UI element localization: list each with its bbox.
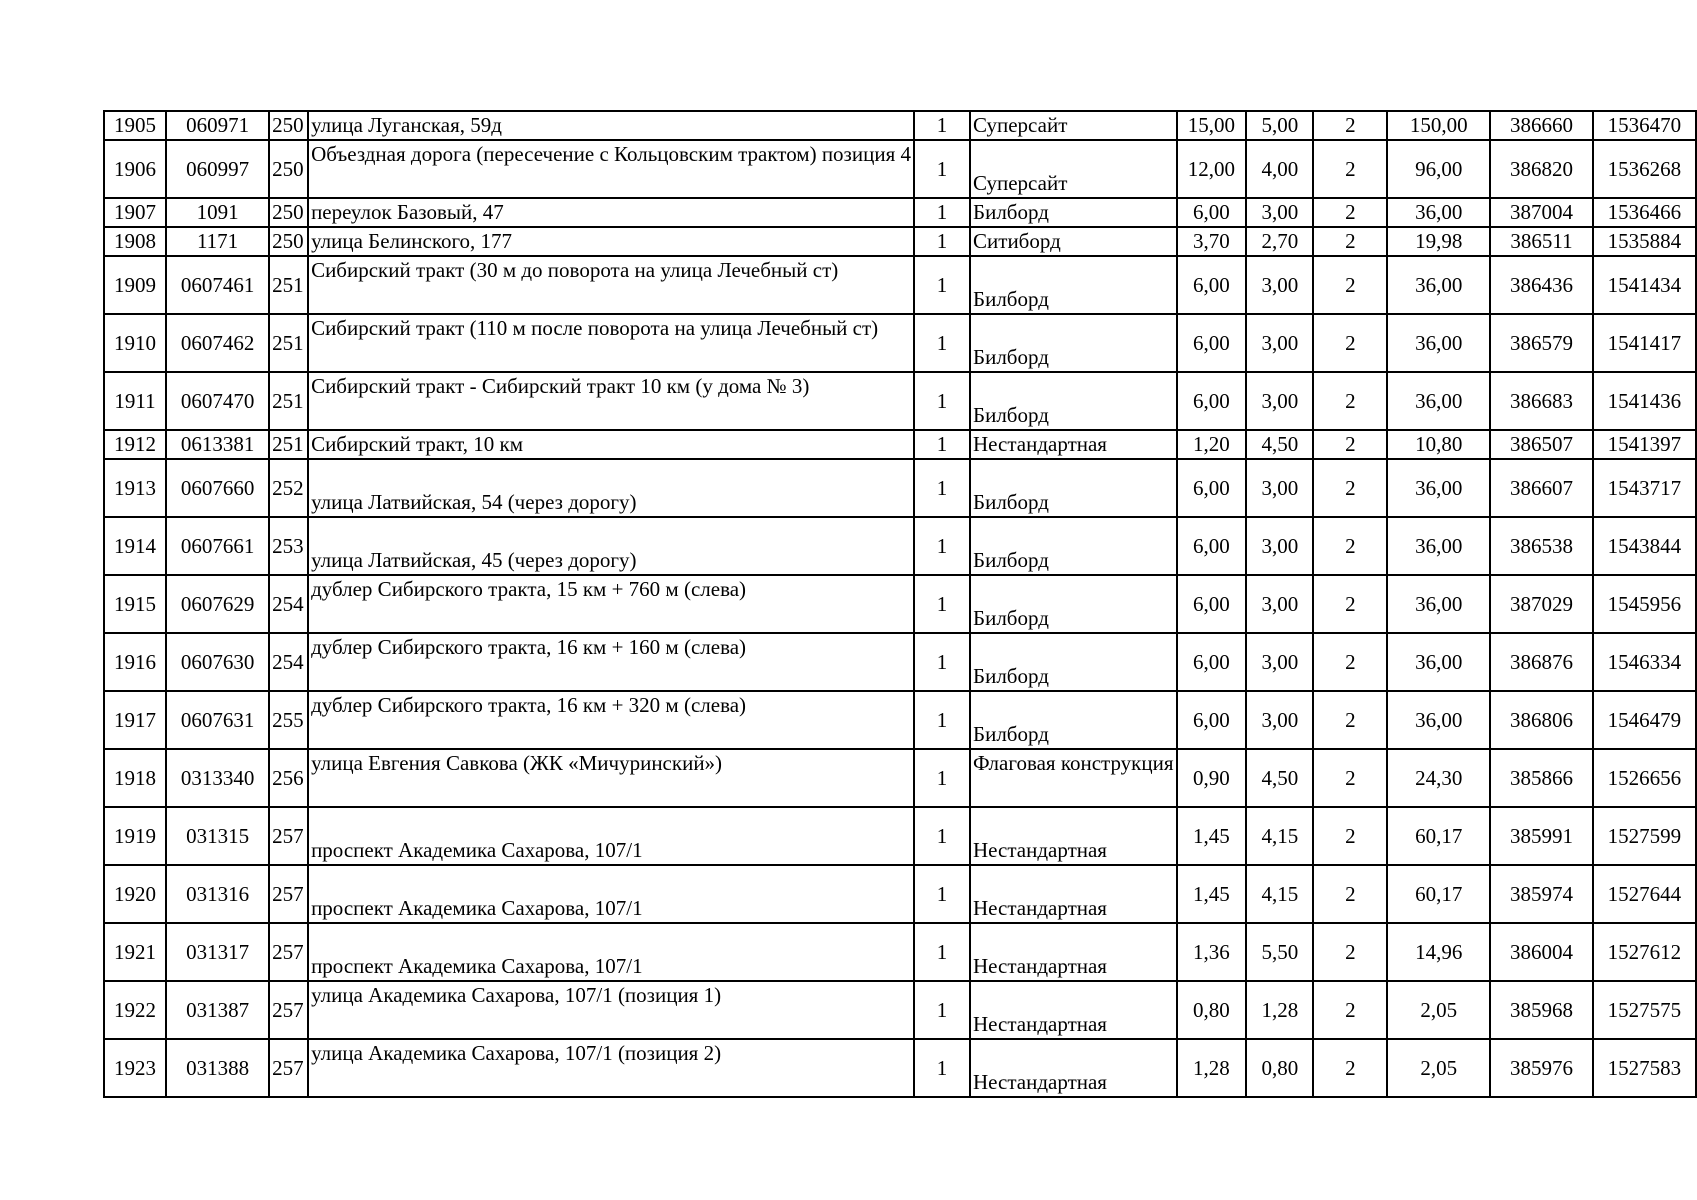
table-row: [104, 517, 1696, 575]
table-row: [104, 198, 1696, 227]
table-row: [104, 430, 1696, 459]
cell-sides: 1: [914, 865, 970, 923]
cell-row-number: 1920: [104, 865, 166, 923]
cell-zone-number: 251: [269, 314, 308, 372]
cell-height: 4,15: [1246, 807, 1313, 865]
cell-structure-type: Билборд: [970, 198, 1177, 227]
cell-area: 150,00: [1387, 111, 1490, 140]
cell-coord-y: 1546334: [1593, 633, 1696, 691]
cell-width: 15,00: [1177, 111, 1247, 140]
cell-structure-type: Билборд: [970, 314, 1177, 372]
cell-coord-y: 1541434: [1593, 256, 1696, 314]
cell-faces: 2: [1313, 372, 1387, 430]
cell-coord-y: 1527644: [1593, 865, 1696, 923]
cell-zone-number: 251: [269, 430, 308, 459]
cell-width: 3,70: [1177, 227, 1247, 256]
table-row: [104, 372, 1696, 430]
cell-sides: 1: [914, 575, 970, 633]
cell-coord-x: 385976: [1490, 1039, 1592, 1097]
cell-structure-code: 060971: [166, 111, 269, 140]
cell-structure-code: 031316: [166, 865, 269, 923]
cell-faces: 2: [1313, 923, 1387, 981]
cell-height: 3,00: [1246, 198, 1313, 227]
cell-width: 1,45: [1177, 865, 1247, 923]
table-row: [104, 459, 1696, 517]
table-row: [104, 749, 1696, 807]
cell-coord-x: 386607: [1490, 459, 1592, 517]
cell-row-number: 1916: [104, 633, 166, 691]
cell-area: 36,00: [1387, 256, 1490, 314]
cell-sides: 1: [914, 1039, 970, 1097]
cell-row-number: 1906: [104, 140, 166, 198]
cell-faces: 2: [1313, 198, 1387, 227]
cell-address: дублер Сибирского тракта, 16 км + 160 м (слева): [308, 633, 914, 691]
table-row: [104, 227, 1696, 256]
cell-address: улица Академика Сахарова, 107/1 (позиция 2): [308, 1039, 914, 1097]
cell-zone-number: 253: [269, 517, 308, 575]
cell-area: 24,30: [1387, 749, 1490, 807]
cell-row-number: 1922: [104, 981, 166, 1039]
cell-faces: 2: [1313, 256, 1387, 314]
cell-area: 19,98: [1387, 227, 1490, 256]
cell-sides: 1: [914, 459, 970, 517]
cell-structure-code: 0607660: [166, 459, 269, 517]
cell-structure-code: 031317: [166, 923, 269, 981]
cell-coord-x: 387004: [1490, 198, 1592, 227]
table-row: [104, 256, 1696, 314]
cell-width: 6,00: [1177, 691, 1247, 749]
cell-width: 6,00: [1177, 459, 1247, 517]
cell-row-number: 1915: [104, 575, 166, 633]
cell-zone-number: 254: [269, 633, 308, 691]
cell-height: 5,50: [1246, 923, 1313, 981]
cell-address: улица Академика Сахарова, 107/1 (позиция 1): [308, 981, 914, 1039]
cell-coord-y: 1535884: [1593, 227, 1696, 256]
cell-row-number: 1911: [104, 372, 166, 430]
cell-coord-x: 387029: [1490, 575, 1592, 633]
cell-structure-type: Нестандартная: [970, 865, 1177, 923]
cell-address: проспект Академика Сахарова, 107/1: [308, 865, 914, 923]
cell-structure-type: Билборд: [970, 372, 1177, 430]
cell-area: 36,00: [1387, 633, 1490, 691]
cell-height: 1,28: [1246, 981, 1313, 1039]
table-row: [104, 923, 1696, 981]
cell-coord-y: 1536268: [1593, 140, 1696, 198]
table-row: [104, 865, 1696, 923]
cell-address: улица Латвийская, 45 (через дорогу): [308, 517, 914, 575]
cell-zone-number: 252: [269, 459, 308, 517]
cell-area: 60,17: [1387, 807, 1490, 865]
cell-zone-number: 250: [269, 111, 308, 140]
cell-address: дублер Сибирского тракта, 16 км + 320 м (слева): [308, 691, 914, 749]
cell-sides: 1: [914, 517, 970, 575]
cell-zone-number: 251: [269, 256, 308, 314]
cell-width: 12,00: [1177, 140, 1247, 198]
cell-structure-code: 031387: [166, 981, 269, 1039]
cell-coord-x: 386538: [1490, 517, 1592, 575]
cell-coord-y: 1536470: [1593, 111, 1696, 140]
cell-structure-code: 0607461: [166, 256, 269, 314]
cell-height: 0,80: [1246, 1039, 1313, 1097]
cell-height: 4,00: [1246, 140, 1313, 198]
cell-structure-type: Нестандартная: [970, 923, 1177, 981]
cell-faces: 2: [1313, 981, 1387, 1039]
cell-faces: 2: [1313, 633, 1387, 691]
cell-address: дублер Сибирского тракта, 15 км + 760 м (слева): [308, 575, 914, 633]
cell-sides: 1: [914, 633, 970, 691]
cell-height: 3,00: [1246, 256, 1313, 314]
cell-zone-number: 250: [269, 227, 308, 256]
cell-coord-x: 386820: [1490, 140, 1592, 198]
cell-structure-type: Нестандартная: [970, 807, 1177, 865]
cell-structure-code: 0607629: [166, 575, 269, 633]
cell-row-number: 1919: [104, 807, 166, 865]
cell-sides: 1: [914, 981, 970, 1039]
cell-faces: 2: [1313, 459, 1387, 517]
cell-width: 6,00: [1177, 517, 1247, 575]
cell-faces: 2: [1313, 314, 1387, 372]
cell-coord-x: 386876: [1490, 633, 1592, 691]
cell-address: улица Евгения Савкова (ЖК «Мичуринский»): [308, 749, 914, 807]
cell-area: 36,00: [1387, 198, 1490, 227]
cell-sides: 1: [914, 140, 970, 198]
cell-zone-number: 257: [269, 981, 308, 1039]
cell-coord-y: 1541436: [1593, 372, 1696, 430]
cell-area: 2,05: [1387, 1039, 1490, 1097]
cell-structure-type: Билборд: [970, 256, 1177, 314]
cell-coord-x: 386511: [1490, 227, 1592, 256]
cell-area: 2,05: [1387, 981, 1490, 1039]
cell-width: 1,20: [1177, 430, 1247, 459]
cell-coord-y: 1546479: [1593, 691, 1696, 749]
cell-address: проспект Академика Сахарова, 107/1: [308, 923, 914, 981]
cell-sides: 1: [914, 372, 970, 430]
cell-structure-code: 0313340: [166, 749, 269, 807]
cell-area: 36,00: [1387, 691, 1490, 749]
cell-zone-number: 250: [269, 198, 308, 227]
cell-coord-y: 1536466: [1593, 198, 1696, 227]
cell-address: улица Белинского, 177: [308, 227, 914, 256]
cell-structure-type: Билборд: [970, 459, 1177, 517]
cell-address: Объездная дорога (пересечение с Кольцовским трактом) позиция 4: [308, 140, 914, 198]
cell-coord-x: 386507: [1490, 430, 1592, 459]
cell-address: проспект Академика Сахарова, 107/1: [308, 807, 914, 865]
cell-structure-code: 0607470: [166, 372, 269, 430]
cell-faces: 2: [1313, 749, 1387, 807]
cell-row-number: 1913: [104, 459, 166, 517]
table-row: [104, 111, 1696, 140]
cell-row-number: 1914: [104, 517, 166, 575]
table-row: [104, 807, 1696, 865]
cell-coord-y: 1541417: [1593, 314, 1696, 372]
cell-area: 36,00: [1387, 459, 1490, 517]
cell-sides: 1: [914, 691, 970, 749]
table-row: [104, 633, 1696, 691]
cell-row-number: 1909: [104, 256, 166, 314]
cell-faces: 2: [1313, 517, 1387, 575]
cell-structure-code: 0607661: [166, 517, 269, 575]
table-row: [104, 1039, 1696, 1097]
cell-zone-number: 257: [269, 1039, 308, 1097]
cell-structure-code: 031315: [166, 807, 269, 865]
cell-structure-type: Нестандартная: [970, 981, 1177, 1039]
cell-faces: 2: [1313, 1039, 1387, 1097]
cell-height: 4,15: [1246, 865, 1313, 923]
cell-area: 10,80: [1387, 430, 1490, 459]
cell-address: Сибирский тракт (30 м до поворота на улица Лечебный ст): [308, 256, 914, 314]
cell-faces: 2: [1313, 691, 1387, 749]
cell-height: 3,00: [1246, 459, 1313, 517]
cell-width: 6,00: [1177, 256, 1247, 314]
cell-coord-y: 1541397: [1593, 430, 1696, 459]
table-body: [104, 111, 1696, 1097]
cell-sides: 1: [914, 923, 970, 981]
cell-zone-number: 254: [269, 575, 308, 633]
cell-faces: 2: [1313, 807, 1387, 865]
cell-zone-number: 257: [269, 923, 308, 981]
cell-coord-y: 1545956: [1593, 575, 1696, 633]
cell-zone-number: 256: [269, 749, 308, 807]
cell-area: 36,00: [1387, 517, 1490, 575]
cell-structure-code: 031388: [166, 1039, 269, 1097]
cell-height: 3,00: [1246, 575, 1313, 633]
cell-sides: 1: [914, 749, 970, 807]
cell-sides: 1: [914, 314, 970, 372]
cell-coord-x: 385968: [1490, 981, 1592, 1039]
cell-coord-x: 385991: [1490, 807, 1592, 865]
cell-coord-x: 386683: [1490, 372, 1592, 430]
cell-sides: 1: [914, 430, 970, 459]
cell-structure-type: Нестандартная: [970, 430, 1177, 459]
cell-structure-type: Флаговая конструкция: [970, 749, 1177, 807]
cell-structure-code: 0607630: [166, 633, 269, 691]
cell-faces: 2: [1313, 140, 1387, 198]
cell-coord-x: 386004: [1490, 923, 1592, 981]
cell-address: улица Латвийская, 54 (через дорогу): [308, 459, 914, 517]
cell-height: 3,00: [1246, 517, 1313, 575]
cell-row-number: 1905: [104, 111, 166, 140]
cell-structure-type: Билборд: [970, 575, 1177, 633]
cell-zone-number: 257: [269, 865, 308, 923]
table-row: [104, 140, 1696, 198]
cell-sides: 1: [914, 111, 970, 140]
cell-width: 1,28: [1177, 1039, 1247, 1097]
cell-structure-type: Билборд: [970, 691, 1177, 749]
cell-coord-x: 385974: [1490, 865, 1592, 923]
cell-structure-code: 1091: [166, 198, 269, 227]
cell-row-number: 1917: [104, 691, 166, 749]
cell-row-number: 1907: [104, 198, 166, 227]
table-row: [104, 981, 1696, 1039]
cell-structure-code: 060997: [166, 140, 269, 198]
cell-coord-y: 1543717: [1593, 459, 1696, 517]
cell-width: 1,36: [1177, 923, 1247, 981]
advertising-structures-table: [103, 110, 1697, 1098]
cell-coord-y: 1527599: [1593, 807, 1696, 865]
cell-height: 4,50: [1246, 749, 1313, 807]
cell-sides: 1: [914, 256, 970, 314]
cell-coord-x: 385866: [1490, 749, 1592, 807]
cell-row-number: 1912: [104, 430, 166, 459]
cell-sides: 1: [914, 807, 970, 865]
cell-height: 5,00: [1246, 111, 1313, 140]
cell-row-number: 1910: [104, 314, 166, 372]
cell-faces: 2: [1313, 575, 1387, 633]
cell-height: 3,00: [1246, 691, 1313, 749]
cell-area: 36,00: [1387, 314, 1490, 372]
cell-faces: 2: [1313, 430, 1387, 459]
cell-faces: 2: [1313, 865, 1387, 923]
cell-row-number: 1918: [104, 749, 166, 807]
cell-faces: 2: [1313, 227, 1387, 256]
cell-structure-code: 1171: [166, 227, 269, 256]
cell-structure-type: Суперсайт: [970, 140, 1177, 198]
cell-area: 96,00: [1387, 140, 1490, 198]
cell-width: 0,80: [1177, 981, 1247, 1039]
cell-sides: 1: [914, 198, 970, 227]
cell-address: Сибирский тракт (110 м после поворота на улица Лечебный ст): [308, 314, 914, 372]
cell-area: 14,96: [1387, 923, 1490, 981]
cell-address: улица Луганская, 59д: [308, 111, 914, 140]
cell-width: 6,00: [1177, 633, 1247, 691]
cell-coord-x: 386579: [1490, 314, 1592, 372]
cell-zone-number: 255: [269, 691, 308, 749]
cell-faces: 2: [1313, 111, 1387, 140]
cell-width: 0,90: [1177, 749, 1247, 807]
cell-width: 1,45: [1177, 807, 1247, 865]
cell-coord-y: 1543844: [1593, 517, 1696, 575]
cell-coord-y: 1527612: [1593, 923, 1696, 981]
cell-structure-type: Билборд: [970, 633, 1177, 691]
cell-structure-code: 0607631: [166, 691, 269, 749]
cell-structure-type: Билборд: [970, 517, 1177, 575]
table-row: [104, 575, 1696, 633]
cell-width: 6,00: [1177, 198, 1247, 227]
cell-height: 3,00: [1246, 633, 1313, 691]
table-row: [104, 314, 1696, 372]
cell-width: 6,00: [1177, 314, 1247, 372]
cell-structure-type: Суперсайт: [970, 111, 1177, 140]
cell-structure-code: 0613381: [166, 430, 269, 459]
cell-width: 6,00: [1177, 372, 1247, 430]
cell-height: 3,00: [1246, 372, 1313, 430]
cell-address: Сибирский тракт, 10 км: [308, 430, 914, 459]
cell-structure-type: Нестандартная: [970, 1039, 1177, 1097]
cell-address: Сибирский тракт - Сибирский тракт 10 км (у дома № 3): [308, 372, 914, 430]
cell-row-number: 1908: [104, 227, 166, 256]
cell-coord-y: 1527575: [1593, 981, 1696, 1039]
cell-area: 36,00: [1387, 372, 1490, 430]
cell-structure-code: 0607462: [166, 314, 269, 372]
cell-zone-number: 251: [269, 372, 308, 430]
cell-width: 6,00: [1177, 575, 1247, 633]
cell-row-number: 1923: [104, 1039, 166, 1097]
cell-zone-number: 257: [269, 807, 308, 865]
cell-height: 4,50: [1246, 430, 1313, 459]
cell-row-number: 1921: [104, 923, 166, 981]
cell-coord-x: 386806: [1490, 691, 1592, 749]
cell-coord-x: 386436: [1490, 256, 1592, 314]
table-row: [104, 691, 1696, 749]
cell-coord-y: 1527583: [1593, 1039, 1696, 1097]
cell-sides: 1: [914, 227, 970, 256]
cell-zone-number: 250: [269, 140, 308, 198]
cell-area: 60,17: [1387, 865, 1490, 923]
cell-coord-x: 386660: [1490, 111, 1592, 140]
cell-structure-type: Ситиборд: [970, 227, 1177, 256]
cell-area: 36,00: [1387, 575, 1490, 633]
cell-address: переулок Базовый, 47: [308, 198, 914, 227]
cell-height: 3,00: [1246, 314, 1313, 372]
cell-height: 2,70: [1246, 227, 1313, 256]
cell-coord-y: 1526656: [1593, 749, 1696, 807]
